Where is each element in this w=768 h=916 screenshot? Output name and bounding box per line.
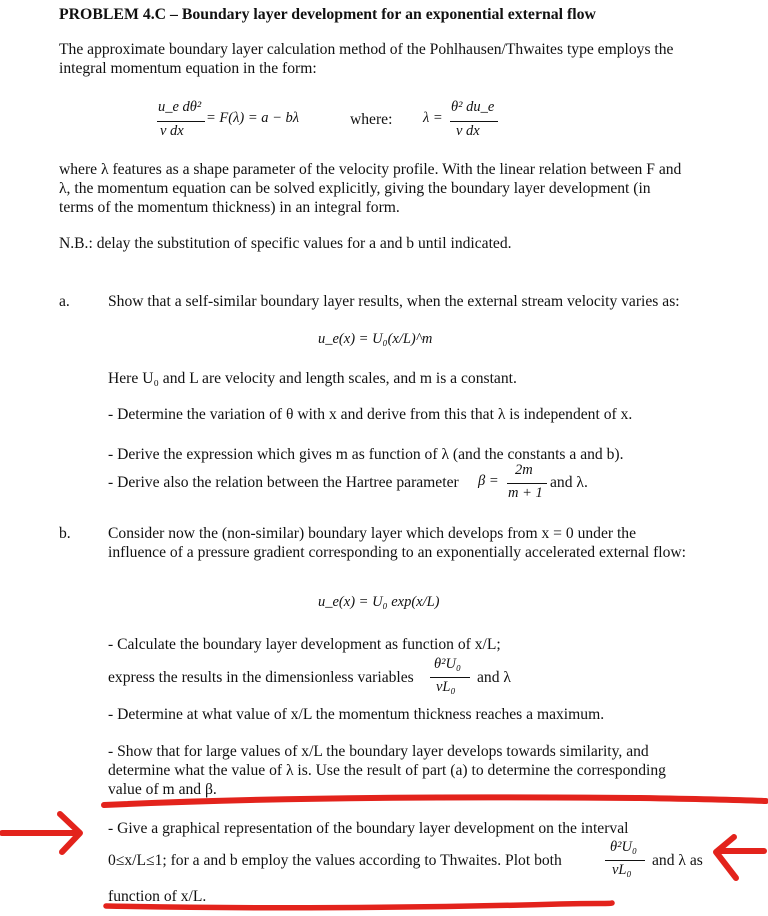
beta-numerator: 2m bbox=[515, 462, 533, 478]
eq1-rhs: = F(λ) = a − bλ bbox=[206, 110, 300, 126]
nb-note: N.B.: delay the substitution of specific values for a and b until indicated. bbox=[59, 235, 512, 252]
part-b-bullet-4-line-2: 0≤x/L≤1; for a and b employ the values according to Thwaites. Plot both bbox=[108, 852, 562, 869]
part-b-intro-1: Consider now the (non-similar) boundary layer which develops from x = 0 under the bbox=[108, 525, 637, 542]
lambda-lhs: λ = bbox=[423, 110, 443, 126]
top-underline-stroke bbox=[104, 797, 766, 805]
left-arrow-icon bbox=[716, 837, 764, 878]
part-b-and-lambda: and λ bbox=[477, 669, 511, 686]
part-b-equation: u_e(x) = U₀ exp(x/L) bbox=[318, 594, 440, 610]
bottom-underline-stroke bbox=[106, 903, 612, 908]
lambda-denominator: ν dx bbox=[456, 123, 480, 139]
part-a-bullet-1: - Determine the variation of θ with x and derive from this that λ is independent of x. bbox=[108, 406, 633, 423]
part-a-bullet-2: - Derive the expression which gives m as function of λ (and the constants a and b). bbox=[108, 446, 624, 463]
intro-line-1: The approximate boundary layer calculation method of the Pohlhausen/Thwaites type employs the bbox=[59, 41, 674, 58]
para2-line-3: terms of the momentum thickness) in an integral form. bbox=[59, 199, 400, 216]
intro-line-2: integral momentum equation in the form: bbox=[59, 60, 317, 77]
part-b-express: express the results in the dimensionless variables bbox=[108, 669, 414, 686]
part-b-intro-2: influence of a pressure gradient corresponding to an exponentially accelerated external flow: bbox=[108, 544, 687, 561]
part-b-bullet-4-post: and λ as bbox=[652, 852, 703, 869]
bullet4-numerator: θ²U₀ bbox=[610, 839, 637, 855]
part-a-here: Here U₀ and L are velocity and length scales, and m is a constant. bbox=[108, 370, 517, 387]
eq1-lhs-denominator: ν dx bbox=[160, 123, 184, 139]
part-b-bullet-2: - Determine at what value of x/L the momentum thickness reaches a maximum. bbox=[108, 706, 605, 723]
part-b-bullet-4-line-3: function of x/L. bbox=[108, 888, 207, 905]
part-b-bullet-3-line-1: - Show that for large values of x/L the boundary layer develops towards similarity, and bbox=[108, 743, 649, 760]
lambda-numerator: θ² du_e bbox=[451, 99, 495, 115]
part-b-bullet-3-line-2: determine what the value of λ is. Use the result of part (a) to determine the corresponding bbox=[108, 762, 666, 779]
part-b-label: b. bbox=[59, 525, 71, 542]
part-a-label: a. bbox=[59, 293, 70, 310]
part-a-bullet-3-post: and λ. bbox=[550, 474, 588, 491]
var-denominator: νL₀ bbox=[436, 679, 456, 695]
var-numerator: θ²U₀ bbox=[434, 656, 461, 672]
eq1-lhs-numerator: u_e dθ² bbox=[158, 99, 202, 115]
para2-line-2: λ, the momentum equation can be solved explicitly, giving the boundary layer development (in bbox=[59, 180, 651, 197]
beta-lhs: β = bbox=[478, 473, 499, 489]
part-b-bullet-3-line-3: value of m and β. bbox=[108, 781, 217, 798]
para2-line-1: where λ features as a shape parameter of the velocity profile. With the linear relation between F and bbox=[59, 161, 682, 178]
beta-denominator: m + 1 bbox=[508, 485, 543, 501]
eq1-where: where: bbox=[350, 111, 393, 128]
part-a-equation: u_e(x) = U₀(x/L)^m bbox=[318, 331, 433, 347]
bullet4-denominator: νL₀ bbox=[612, 862, 632, 878]
part-a-intro: Show that a self-similar boundary layer results, when the external stream velocity varies as: bbox=[108, 293, 680, 310]
part-a-bullet-3: - Derive also the relation between the Hartree parameter bbox=[108, 474, 459, 491]
part-b-bullet-1: - Calculate the boundary layer development as function of x/L; bbox=[108, 636, 501, 653]
page-title: PROBLEM 4.C – Boundary layer development for an exponential external flow bbox=[59, 6, 596, 23]
right-arrow-icon bbox=[2, 814, 80, 852]
part-b-bullet-4-line-1: - Give a graphical representation of the boundary layer development on the interval bbox=[108, 820, 629, 837]
